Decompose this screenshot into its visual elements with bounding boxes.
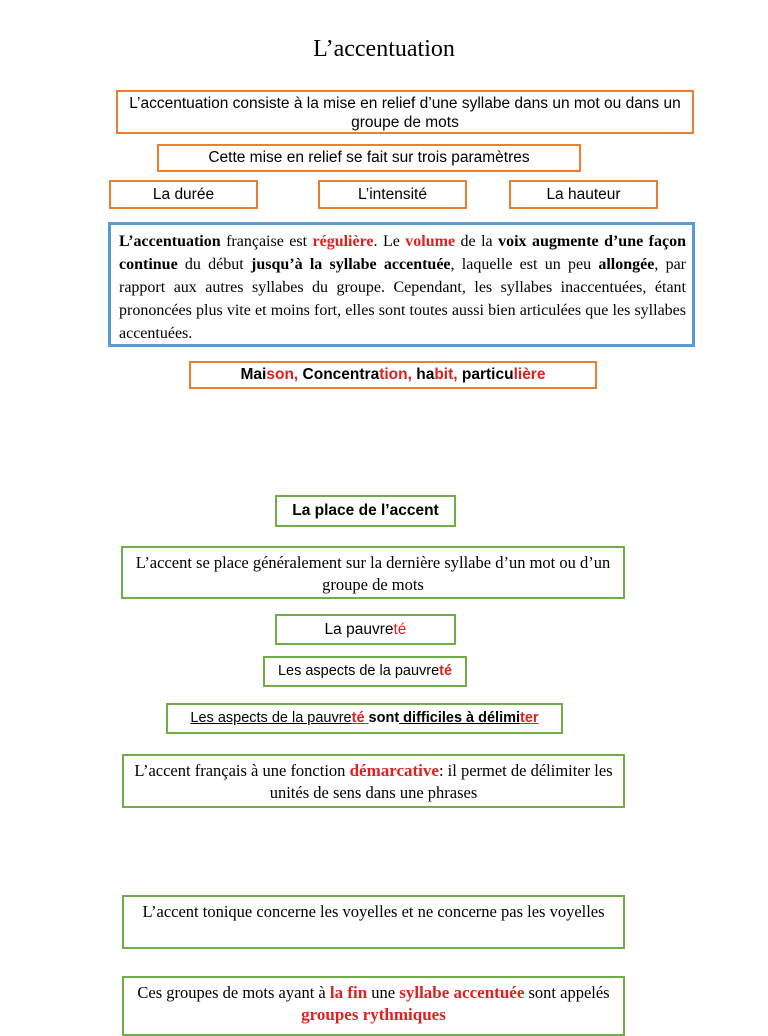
tonique-box — [122, 895, 625, 949]
parameter-label: La hauteur — [546, 186, 621, 203]
paragraph-text: . Le — [373, 233, 406, 250]
example-text: Les aspects de la pauvre — [277, 663, 440, 679]
paragraph-text: française est — [220, 233, 313, 250]
term-voix-augmente: voix augmente d’une façon continue — [119, 233, 686, 273]
term-allongee: allongée — [598, 256, 655, 273]
example-stressed-syllable: té — [351, 710, 369, 726]
parameter-label: L’intensité — [358, 186, 427, 203]
parameters-intro-text: Cette mise en relief se fait sur trois paramètres — [208, 149, 530, 166]
groupes-box — [122, 976, 625, 1036]
term-syllabe-accentuee: syllabe accentuée — [399, 983, 525, 1002]
parameter-hauteur — [509, 180, 658, 209]
example-separator: , — [407, 366, 417, 383]
parameter-intensite — [318, 180, 467, 209]
place-rule-box — [121, 546, 625, 599]
example-word-part: ha — [416, 366, 435, 383]
example-stressed-syllable: bit — [434, 366, 454, 383]
tonique-text: L’accent tonique concerne les voyelles et ne concerne pas les voyelles — [142, 902, 605, 921]
demarcative-box — [122, 754, 625, 808]
example-word-part: particu — [461, 366, 514, 383]
examples-box — [189, 361, 597, 389]
example-word-part: Concentra — [302, 366, 380, 383]
example-text: Les aspects de la pauvre — [190, 710, 352, 726]
groupes-text: sont appelés — [524, 983, 610, 1002]
term-la-fin: la fin — [329, 983, 368, 1002]
demarcative-text: : il permet de délimiter les unités de sens dans une phrases — [269, 761, 613, 802]
example-2-box — [263, 656, 467, 687]
example-stressed-syllable: lière — [513, 366, 546, 383]
groupes-text: une — [367, 983, 400, 1002]
term-jusqua: jusqu’à la syllabe accentuée — [250, 256, 451, 273]
example-3-box — [166, 703, 563, 734]
example-separator: , — [453, 366, 462, 383]
paragraph-text: , laquelle est un peu — [450, 256, 599, 273]
parameter-label: La durée — [152, 186, 215, 203]
example-stressed-syllable: tion — [379, 366, 408, 383]
place-rule-text: L’accent se place généralement sur la dernière syllabe d’un mot ou d’un groupe de mots — [135, 553, 611, 594]
paragraph-text: , par rapport aux autres syllabes du groupe. Cependant, les syllabes inaccentuées, étant prononcées plus vite et moins fort, elles sont toutes aussi bien articulées que les syllabes accentuées. — [119, 256, 687, 342]
term-reguliere: régulière — [312, 233, 374, 250]
place-heading-box — [275, 495, 456, 527]
parameters-intro-box — [157, 144, 581, 172]
paragraph-text: de la — [455, 233, 499, 250]
term-groupes-rythmiques: groupes rythmiques — [301, 1005, 446, 1024]
explanation-paragraph — [108, 222, 695, 347]
example-1-box — [275, 614, 456, 645]
paragraph-text: du début — [177, 256, 251, 273]
example-text: difficiles à délimi — [399, 710, 521, 726]
example-stressed-syllable: son — [266, 366, 294, 383]
page-title: L’accentuation — [313, 36, 455, 62]
example-word-part: Mai — [240, 366, 267, 383]
example-stressed-syllable: té — [439, 663, 453, 679]
example-stressed-syllable: té — [393, 621, 407, 638]
parameter-duree — [109, 180, 258, 209]
definition-text: L’accentuation consiste à la mise en relief d’une syllabe dans un mot ou dans un groupe de mots — [129, 95, 681, 131]
term-accentuation: L’accentuation — [119, 233, 221, 250]
example-verb: sont — [368, 710, 400, 726]
example-separator: , — [293, 366, 303, 383]
demarcative-text: L’accent français à une fonction — [134, 761, 350, 780]
definition-box — [116, 90, 694, 134]
term-demarcative: démarcative — [349, 761, 439, 780]
example-text: La pauvre — [324, 621, 394, 638]
example-stressed-syllable: ter — [520, 710, 539, 726]
place-heading: La place de l’accent — [292, 502, 439, 519]
term-volume: volume — [405, 233, 456, 250]
groupes-text: Ces groupes de mots ayant à — [137, 983, 330, 1002]
